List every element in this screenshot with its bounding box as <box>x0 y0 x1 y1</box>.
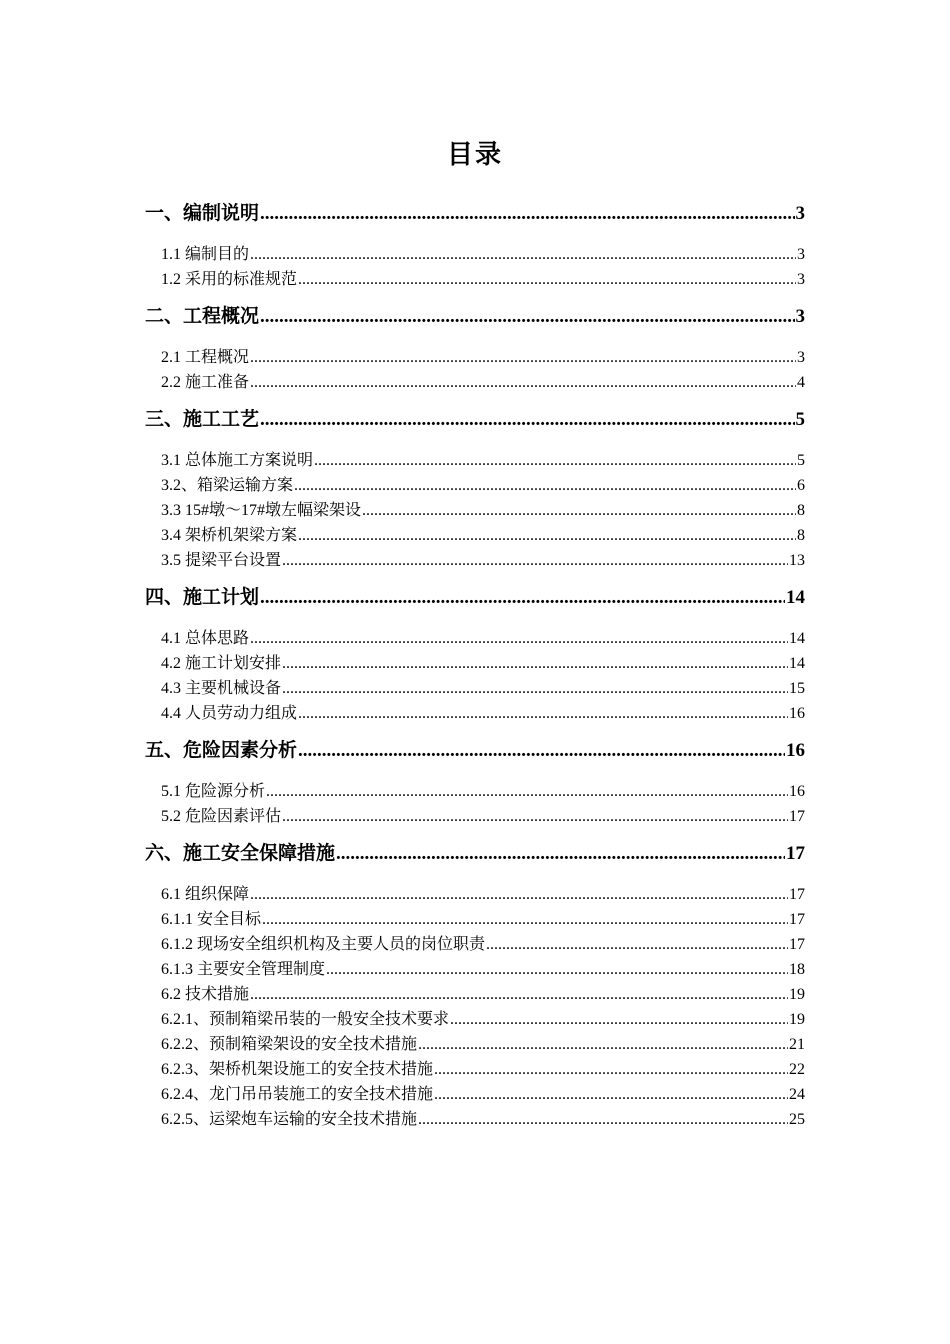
toc-section-entry[interactable] <box>145 1032 805 1057</box>
toc-entry-title: 6.1.1 安全目标 <box>161 911 262 928</box>
toc-page-number: 14 <box>786 587 805 608</box>
toc-leader-dots <box>282 651 788 676</box>
toc-page-number: 17 <box>789 911 805 928</box>
table-of-contents <box>145 196 805 1132</box>
toc-entry-title: 4.3 主要机械设备 <box>161 680 282 697</box>
toc-leader-dots <box>250 982 788 1007</box>
toc-page-number: 17 <box>789 936 805 953</box>
toc-section-entry[interactable] <box>145 882 805 907</box>
toc-entry-title: 3.3 15#墩～17#墩左幅梁架设 <box>161 502 362 519</box>
toc-page-number: 16 <box>786 740 805 761</box>
toc-section-entry[interactable] <box>145 626 805 651</box>
toc-leader-dots <box>250 345 796 370</box>
toc-entry-title: 5.2 危险因素评估 <box>161 808 282 825</box>
toc-page-number: 16 <box>789 705 805 722</box>
toc-page-number: 15 <box>789 680 805 697</box>
toc-entry-title: 6.2.2、预制箱梁架设的安全技术措施 <box>161 1036 418 1053</box>
toc-entry-title: 二、工程概况 <box>145 305 260 327</box>
toc-page-number: 5 <box>795 409 805 430</box>
toc-page-number: 24 <box>789 1086 805 1103</box>
toc-page-number: 6 <box>797 477 805 494</box>
toc-leader-dots <box>266 779 788 804</box>
toc-section-entry[interactable] <box>145 1007 805 1032</box>
toc-page-number: 17 <box>789 886 805 903</box>
toc-page-number: 21 <box>789 1036 805 1053</box>
toc-leader-dots <box>298 523 796 548</box>
toc-section-entry[interactable] <box>145 1057 805 1082</box>
toc-entry-title: 3.5 提梁平台设置 <box>161 552 282 569</box>
toc-page-number: 25 <box>789 1111 805 1128</box>
toc-chapter-entry[interactable] <box>145 405 805 433</box>
toc-entry-title: 六、施工安全保障措施 <box>145 842 336 864</box>
toc-leader-dots <box>250 882 788 907</box>
toc-section-entry[interactable] <box>145 804 805 829</box>
toc-page-number: 16 <box>789 783 805 800</box>
toc-page-number: 19 <box>789 1011 805 1028</box>
toc-leader-dots <box>282 676 788 701</box>
toc-section-entry[interactable] <box>145 651 805 676</box>
toc-page-number: 17 <box>789 808 805 825</box>
toc-page-number: 17 <box>786 843 805 864</box>
toc-chapter-entry[interactable] <box>145 302 805 330</box>
toc-section-entry[interactable] <box>145 957 805 982</box>
toc-section-entry[interactable] <box>145 1082 805 1107</box>
toc-leader-dots <box>314 448 796 473</box>
toc-leader-dots <box>362 498 796 523</box>
toc-leader-dots <box>260 584 785 612</box>
toc-entry-title: 6.2.3、架桥机架设施工的安全技术措施 <box>161 1061 434 1078</box>
toc-section-entry[interactable] <box>145 676 805 701</box>
toc-leader-dots <box>298 267 796 292</box>
toc-leader-dots <box>298 701 788 726</box>
toc-entry-title: 三、施工工艺 <box>145 408 260 430</box>
toc-entry-title: 6.2.5、运梁炮车运输的安全技术措施 <box>161 1111 418 1128</box>
toc-leader-dots <box>250 242 796 267</box>
toc-page-number: 3 <box>795 306 805 327</box>
page-title: 目录 <box>446 140 503 170</box>
toc-chapter-entry[interactable] <box>145 736 805 764</box>
toc-page-number: 14 <box>789 655 805 672</box>
toc-page-number: 3 <box>795 203 805 224</box>
toc-entry-title: 五、危险因素分析 <box>145 739 298 761</box>
toc-entry-title: 3.1 总体施工方案说明 <box>161 452 314 469</box>
toc-entry-title: 2.2 施工准备 <box>161 374 250 391</box>
toc-entry-title: 3.2、箱梁运输方案 <box>161 477 294 494</box>
toc-section-entry[interactable] <box>145 907 805 932</box>
toc-leader-dots <box>336 840 785 868</box>
toc-entry-title: 5.1 危险源分析 <box>161 783 266 800</box>
toc-page-number: 14 <box>789 630 805 647</box>
toc-entry-title: 1.2 采用的标准规范 <box>161 271 298 288</box>
toc-leader-dots <box>282 548 788 573</box>
toc-entry-title: 6.2.1、预制箱梁吊装的一般安全技术要求 <box>161 1011 450 1028</box>
toc-section-entry[interactable] <box>145 267 805 292</box>
toc-section-entry[interactable] <box>145 1107 805 1132</box>
toc-page-number: 18 <box>789 961 805 978</box>
toc-page-number: 4 <box>797 374 805 391</box>
toc-section-entry[interactable] <box>145 982 805 1007</box>
toc-page-number: 19 <box>789 986 805 1003</box>
toc-leader-dots <box>418 1107 788 1132</box>
toc-leader-dots <box>282 804 788 829</box>
toc-entry-title: 4.2 施工计划安排 <box>161 655 282 672</box>
toc-page-number: 3 <box>797 246 805 263</box>
toc-entry-title: 1.1 编制目的 <box>161 246 250 263</box>
toc-section-entry[interactable] <box>145 932 805 957</box>
toc-entry-title: 4.1 总体思路 <box>161 630 250 647</box>
toc-leader-dots <box>260 200 794 228</box>
toc-section-entry[interactable] <box>145 242 805 267</box>
toc-chapter-entry[interactable] <box>145 839 805 867</box>
toc-page-number: 13 <box>789 552 805 569</box>
toc-leader-dots <box>298 737 785 765</box>
toc-leader-dots <box>294 473 796 498</box>
toc-leader-dots <box>262 907 788 932</box>
toc-page-number: 22 <box>789 1061 805 1078</box>
toc-entry-title: 4.4 人员劳动力组成 <box>161 705 298 722</box>
toc-section-entry[interactable] <box>145 523 805 548</box>
toc-entry-title: 6.1.3 主要安全管理制度 <box>161 961 326 978</box>
toc-page-number: 8 <box>797 527 805 544</box>
toc-chapter-entry[interactable] <box>145 583 805 611</box>
toc-page-number: 3 <box>797 349 805 366</box>
toc-leader-dots <box>434 1057 788 1082</box>
toc-entry-title: 3.4 架桥机架梁方案 <box>161 527 298 544</box>
toc-section-entry[interactable] <box>145 473 805 498</box>
toc-entry-title: 一、编制说明 <box>145 202 260 224</box>
toc-section-entry[interactable] <box>145 548 805 573</box>
toc-section-entry[interactable] <box>145 779 805 804</box>
toc-leader-dots <box>326 957 788 982</box>
toc-section-entry[interactable] <box>145 448 805 473</box>
toc-entry-title: 6.1 组织保障 <box>161 886 250 903</box>
toc-leader-dots <box>260 406 794 434</box>
toc-leader-dots <box>260 303 794 331</box>
toc-leader-dots <box>450 1007 788 1032</box>
toc-section-entry[interactable] <box>145 701 805 726</box>
toc-leader-dots <box>250 626 788 651</box>
toc-entry-title: 6.2.4、龙门吊吊装施工的安全技术措施 <box>161 1086 434 1103</box>
toc-section-entry[interactable] <box>145 370 805 395</box>
toc-leader-dots <box>418 1032 788 1057</box>
toc-entry-title: 6.1.2 现场安全组织机构及主要人员的岗位职责 <box>161 936 486 953</box>
toc-entry-title: 6.2 技术措施 <box>161 986 250 1003</box>
toc-entry-title: 2.1 工程概况 <box>161 349 250 366</box>
toc-page-number: 5 <box>797 452 805 469</box>
toc-chapter-entry[interactable] <box>145 199 805 227</box>
toc-page-number: 3 <box>797 271 805 288</box>
toc-section-entry[interactable] <box>145 345 805 370</box>
toc-leader-dots <box>250 370 796 395</box>
toc-page-number: 8 <box>797 502 805 519</box>
toc-leader-dots <box>434 1082 788 1107</box>
toc-entry-title: 四、施工计划 <box>145 586 260 608</box>
toc-leader-dots <box>486 932 788 957</box>
toc-section-entry[interactable] <box>145 498 805 523</box>
